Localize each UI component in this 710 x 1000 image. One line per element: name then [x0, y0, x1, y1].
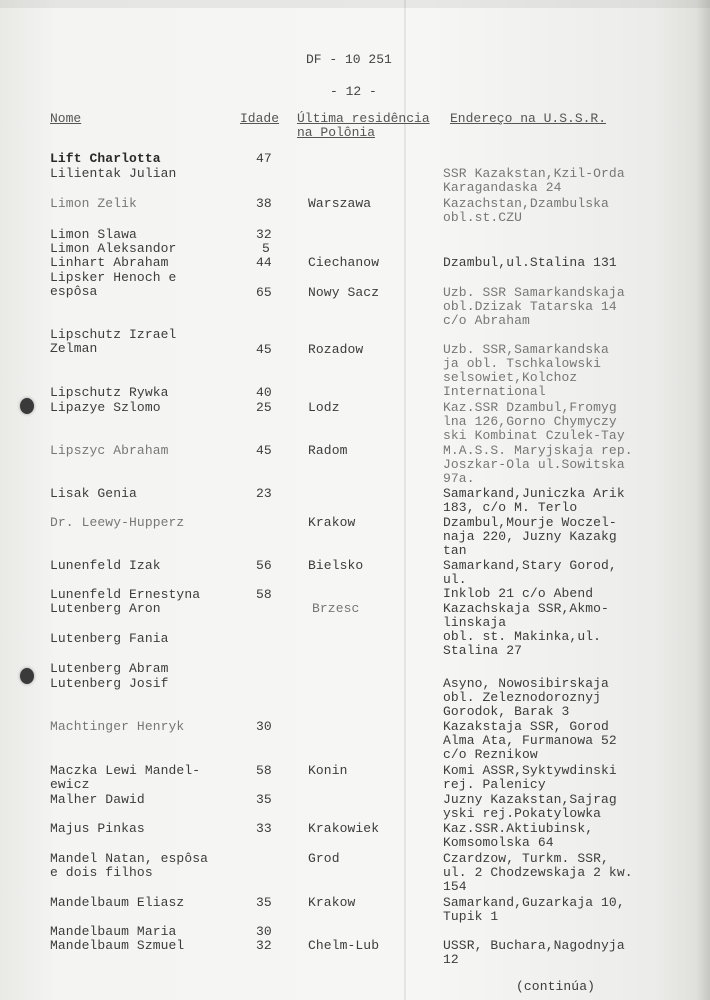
- row-city: Chelm-Lub: [308, 938, 380, 953]
- row-name: Lipsker Henoch e espôsa: [50, 270, 177, 299]
- row-age: 30: [256, 924, 272, 939]
- row-name: Limon Aleksandor: [50, 241, 177, 256]
- row-age: 40: [256, 385, 272, 400]
- row-age: 44: [256, 255, 272, 270]
- row-age: 58: [256, 587, 272, 602]
- header-name: Nome: [50, 111, 82, 126]
- row-name: Maczka Lewi Mandel- ewicz: [50, 763, 201, 792]
- row-name: Lisak Genia: [50, 486, 137, 501]
- row-name: Lipschutz Izrael Zelman: [50, 327, 177, 356]
- row-age: 56: [256, 558, 272, 573]
- row-address: Samarkand,Juniczka Arik 183, c/o M. Terlo: [443, 486, 625, 515]
- row-address: Kaz.SSR.Aktiubinsk, Komsomolska 64: [443, 821, 594, 850]
- row-name: Lutenberg Fania: [50, 631, 169, 646]
- row-age: 33: [256, 821, 272, 836]
- row-age: 5: [262, 241, 270, 256]
- page-fold-line: [404, 0, 406, 1000]
- row-name: Lipazye Szlomo: [50, 400, 161, 415]
- row-name: Limon Zelik: [50, 196, 137, 211]
- row-address: Uzb. SSR Samarkandskaja obl.Dzizak Tatarska 14 c/o Abraham: [443, 285, 625, 328]
- row-city: Nowy Sacz: [308, 285, 380, 300]
- row-age: 32: [256, 938, 272, 953]
- row-address: Samarkand,Guzarkaja 10, Tupik 1: [443, 895, 625, 924]
- punch-hole-icon: [20, 398, 34, 414]
- header-age: Idade: [240, 111, 280, 126]
- row-address: Asyno, Nowosibirskaja obl. Zeleznodoroznyj Gorodok, Barak 3: [443, 676, 609, 719]
- row-name: Lunenfeld Ernestyna: [50, 587, 201, 602]
- header-residence: Última residência na Polônia: [297, 111, 430, 140]
- row-address: Juzny Kazakstan,Sajrag yski rej.Pokatylowka: [443, 792, 617, 821]
- row-age: 38: [256, 196, 272, 211]
- row-name: Lutenberg Abram: [50, 661, 169, 676]
- row-age: 65: [256, 285, 272, 300]
- row-city: Konin: [308, 763, 348, 778]
- row-age: 47: [256, 151, 272, 166]
- row-age: 30: [256, 719, 272, 734]
- row-age: 32: [256, 227, 272, 242]
- row-name: Linhart Abraham: [50, 255, 169, 270]
- row-name: Limon Slawa: [50, 227, 137, 242]
- row-address: Kazachstan,Dzambulska obl.st.CZU: [443, 196, 609, 225]
- footer-continued: (continúa): [516, 979, 596, 994]
- header-address: Endereço na U.S.S.R.: [450, 111, 607, 126]
- row-city: Grod: [308, 851, 340, 866]
- row-city: Krakow: [308, 895, 356, 910]
- row-name: Lipszyc Abraham: [50, 443, 169, 458]
- row-name: Machtinger Henryk: [50, 719, 185, 734]
- document-number: DF - 10 251: [306, 52, 392, 67]
- row-name: Lilientak Julian: [50, 166, 177, 181]
- page-right-shadow: [696, 0, 710, 1000]
- row-address: USSR, Buchara,Nagodnyja 12: [443, 938, 625, 967]
- row-name: Mandelbaum Szmuel: [50, 938, 185, 953]
- row-age: 35: [256, 895, 272, 910]
- row-name: Malher Dawid: [50, 792, 145, 807]
- row-name: Mandel Natan, espôsa e dois filhos: [50, 851, 209, 880]
- row-name: Dr. Leewy-Hupperz: [50, 515, 185, 530]
- row-name: Lutenberg Aron: [50, 601, 161, 616]
- row-address: Uzb. SSR,Samarkandska ja obl. Tschkalowski selsowiet,Kolchoz International: [443, 342, 609, 399]
- row-age: 25: [256, 400, 272, 415]
- row-address: Dzambul,Mourje Woczel- naja 220, Juzny Kazakg tan: [443, 515, 617, 558]
- row-address: Czardzow, Turkm. SSR, ul. 2 Chodzewskaja 2 kw. 154: [443, 851, 633, 894]
- row-age: 45: [256, 342, 272, 357]
- row-name: Lutenberg Josif: [50, 676, 169, 691]
- row-age: 35: [256, 792, 272, 807]
- row-address: Samarkand,Stary Gorod, ul. Inklob 21 c/o Abend: [443, 558, 617, 601]
- row-address: Komi ASSR,Syktywdinski rej. Palenicy: [443, 763, 617, 792]
- row-name: Lipschutz Rywka: [50, 385, 169, 400]
- row-city: Krakowiek: [308, 821, 380, 836]
- row-name: Mandelbaum Maria: [50, 924, 177, 939]
- row-address: SSR Kazakstan,Kzil-Orda Karagandaska 24: [443, 166, 625, 195]
- row-name: Majus Pinkas: [50, 821, 145, 836]
- punch-hole-icon: [20, 668, 34, 684]
- row-name: Lift Charlotta: [50, 151, 161, 166]
- row-age: 58: [256, 763, 272, 778]
- row-address: M.A.S.S. Maryjskaja rep. Joszkar-Ola ul.Sowitska 97a.: [443, 443, 633, 486]
- row-age: 23: [256, 486, 272, 501]
- row-name: Lunenfeld Izak: [50, 558, 161, 573]
- row-address: Kazachskaja SSR,Akmo- linskaja obl. st. Makinka,ul. Stalina 27: [443, 601, 609, 658]
- row-city: Warszawa: [308, 196, 372, 211]
- row-city: Brzesc: [312, 601, 360, 616]
- page-number: - 12 -: [330, 84, 377, 99]
- page-top-shadow: [0, 0, 710, 8]
- row-city: Rozadow: [308, 342, 364, 357]
- row-city: Ciechanow: [308, 255, 380, 270]
- row-city: Krakow: [308, 515, 356, 530]
- row-age: 45: [256, 443, 272, 458]
- row-address: Kaz.SSR Dzambul,Fromyg lna 126,Gorno Chymyczy ski Kombinat Czulek-Tay: [443, 400, 625, 443]
- row-city: Radom: [308, 443, 348, 458]
- row-address: Dzambul,ul.Stalina 131: [443, 255, 617, 270]
- row-city: Lodz: [308, 400, 340, 415]
- row-city: Bielsko: [308, 558, 364, 573]
- row-name: Mandelbaum Eliasz: [50, 895, 185, 910]
- row-address: Kazakstaja SSR, Gorod Alma Ata, Furmanowa 52 c/o Reznikow: [443, 719, 617, 762]
